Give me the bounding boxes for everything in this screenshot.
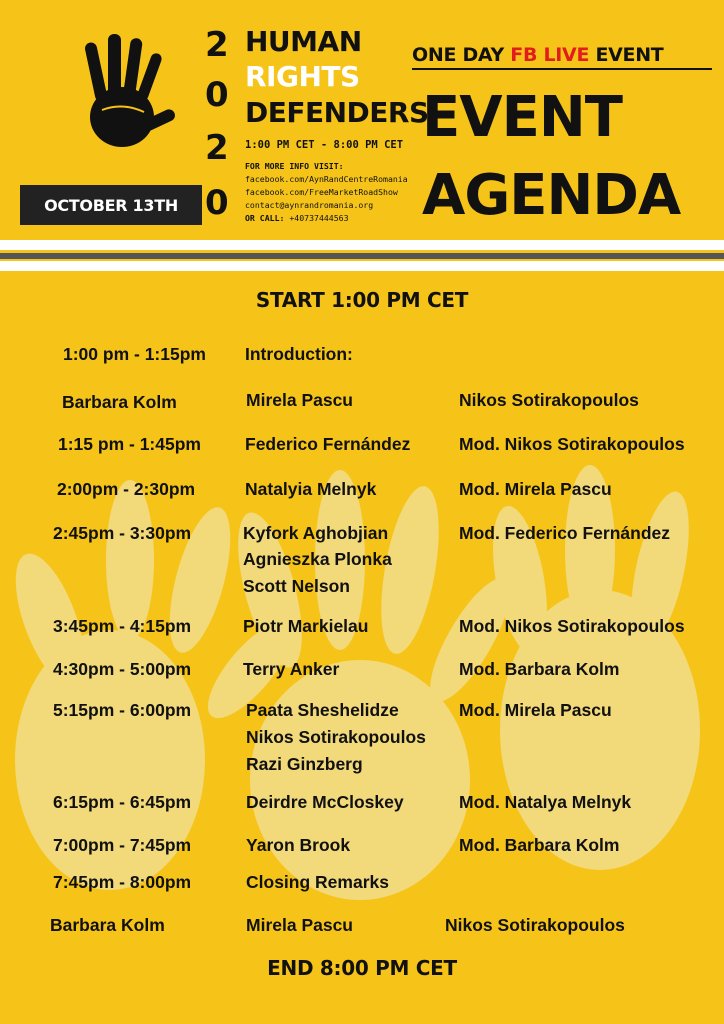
agenda-moderator: Nikos Sotirakopoulos <box>459 390 639 410</box>
agenda-speaker: Razi Ginzberg <box>246 754 363 774</box>
agenda-time: 1:15 pm - 1:45pm <box>58 434 201 454</box>
agenda-time: 3:45pm - 4:15pm <box>53 616 192 636</box>
agenda-start: START 1:00 PM CET <box>255 288 469 312</box>
agenda-speaker: Mirela Pascu <box>246 915 353 935</box>
fb-highlight: FB LIVE <box>510 44 590 66</box>
agenda-speaker: Introduction: <box>245 344 353 364</box>
agenda-time: 5:15pm - 6:00pm <box>53 700 192 720</box>
agenda-speaker: Yaron Brook <box>246 835 351 855</box>
agenda-speaker: Deirdre McCloskey <box>246 792 404 812</box>
agenda-speaker: Nikos Sotirakopoulos <box>246 727 426 747</box>
agenda-speaker: Paata Sheshelidze <box>246 700 399 720</box>
big-title-event: EVENT <box>422 85 622 150</box>
agenda-time: 7:45pm - 8:00pm <box>53 872 192 892</box>
agenda-moderator: Mod. Mirela Pascu <box>459 700 612 720</box>
agenda-time: 6:15pm - 6:45pm <box>53 792 192 812</box>
agenda-time: 4:30pm - 5:00pm <box>53 659 192 679</box>
heading-underline <box>412 68 712 70</box>
date-badge: OCTOBER 13TH <box>20 185 202 225</box>
agenda-time: Barbara Kolm <box>50 915 165 935</box>
year-digit: 0 <box>205 75 229 115</box>
agenda-moderator: Mod. Barbara Kolm <box>459 835 620 855</box>
agenda-speaker: Mirela Pascu <box>246 390 353 410</box>
agenda-speaker: Agnieszka Plonka <box>243 549 392 569</box>
info-link[interactable]: contact@aynrandromania.org <box>245 200 374 210</box>
agenda-end: END 8:00 PM CET <box>267 956 457 980</box>
title-defenders: DEFENDERS <box>245 96 429 129</box>
title-rights: RIGHTS <box>245 60 360 93</box>
year-digit: 2 <box>205 128 229 168</box>
agenda-time: 1:00 pm - 1:15pm <box>63 344 206 364</box>
call-number[interactable]: +40737444563 <box>289 213 349 223</box>
fb-prefix: ONE DAY <box>412 44 511 66</box>
agenda-time: 7:00pm - 7:45pm <box>53 835 192 855</box>
divider-stripe <box>0 261 724 271</box>
info-link[interactable]: facebook.com/FreeMarketRoadShow <box>245 187 398 197</box>
divider-stripe <box>0 253 724 259</box>
agenda-moderator: Mod. Natalya Melnyk <box>459 792 632 812</box>
call-line <box>245 214 349 222</box>
agenda-speaker: Terry Anker <box>243 659 340 679</box>
hand-logo-icon <box>72 32 182 152</box>
year-digit: 0 <box>205 183 229 223</box>
agenda-speaker: Natalyia Melnyk <box>245 479 377 499</box>
background-handprints <box>0 260 724 1024</box>
agenda-time: 2:45pm - 3:30pm <box>53 523 192 543</box>
time-range: 1:00 PM CET - 8:00 PM CET <box>245 139 404 151</box>
agenda-moderator: Mod. Federico Fernández <box>459 523 670 543</box>
agenda-speaker: Closing Remarks <box>246 872 389 892</box>
call-label: OR CALL: <box>245 213 285 223</box>
agenda-time: Barbara Kolm <box>62 392 177 412</box>
agenda-moderator: Mod. Nikos Sotirakopoulos <box>459 434 685 454</box>
agenda-moderator: Mod. Barbara Kolm <box>459 659 620 679</box>
fb-suffix: EVENT <box>589 44 664 66</box>
agenda-speaker: Scott Nelson <box>243 576 350 596</box>
big-title-agenda: AGENDA <box>422 163 681 228</box>
agenda-speaker: Federico Fernández <box>245 434 411 454</box>
divider-stripe <box>0 240 724 250</box>
title-human: HUMAN <box>245 25 362 58</box>
agenda-moderator: Nikos Sotirakopoulos <box>445 915 625 935</box>
info-label: FOR MORE INFO VISIT: <box>245 161 344 171</box>
year-digit: 2 <box>205 25 229 65</box>
agenda-moderator: Mod. Mirela Pascu <box>459 479 612 499</box>
info-link[interactable]: facebook.com/AynRandCentreRomania <box>245 174 408 184</box>
fb-live-heading <box>412 44 663 66</box>
agenda-speaker: Kyfork Aghobjian <box>243 523 389 543</box>
agenda-moderator: Mod. Nikos Sotirakopoulos <box>459 616 685 636</box>
agenda-time: 2:00pm - 2:30pm <box>57 479 196 499</box>
agenda-speaker: Piotr Markielau <box>243 616 369 636</box>
